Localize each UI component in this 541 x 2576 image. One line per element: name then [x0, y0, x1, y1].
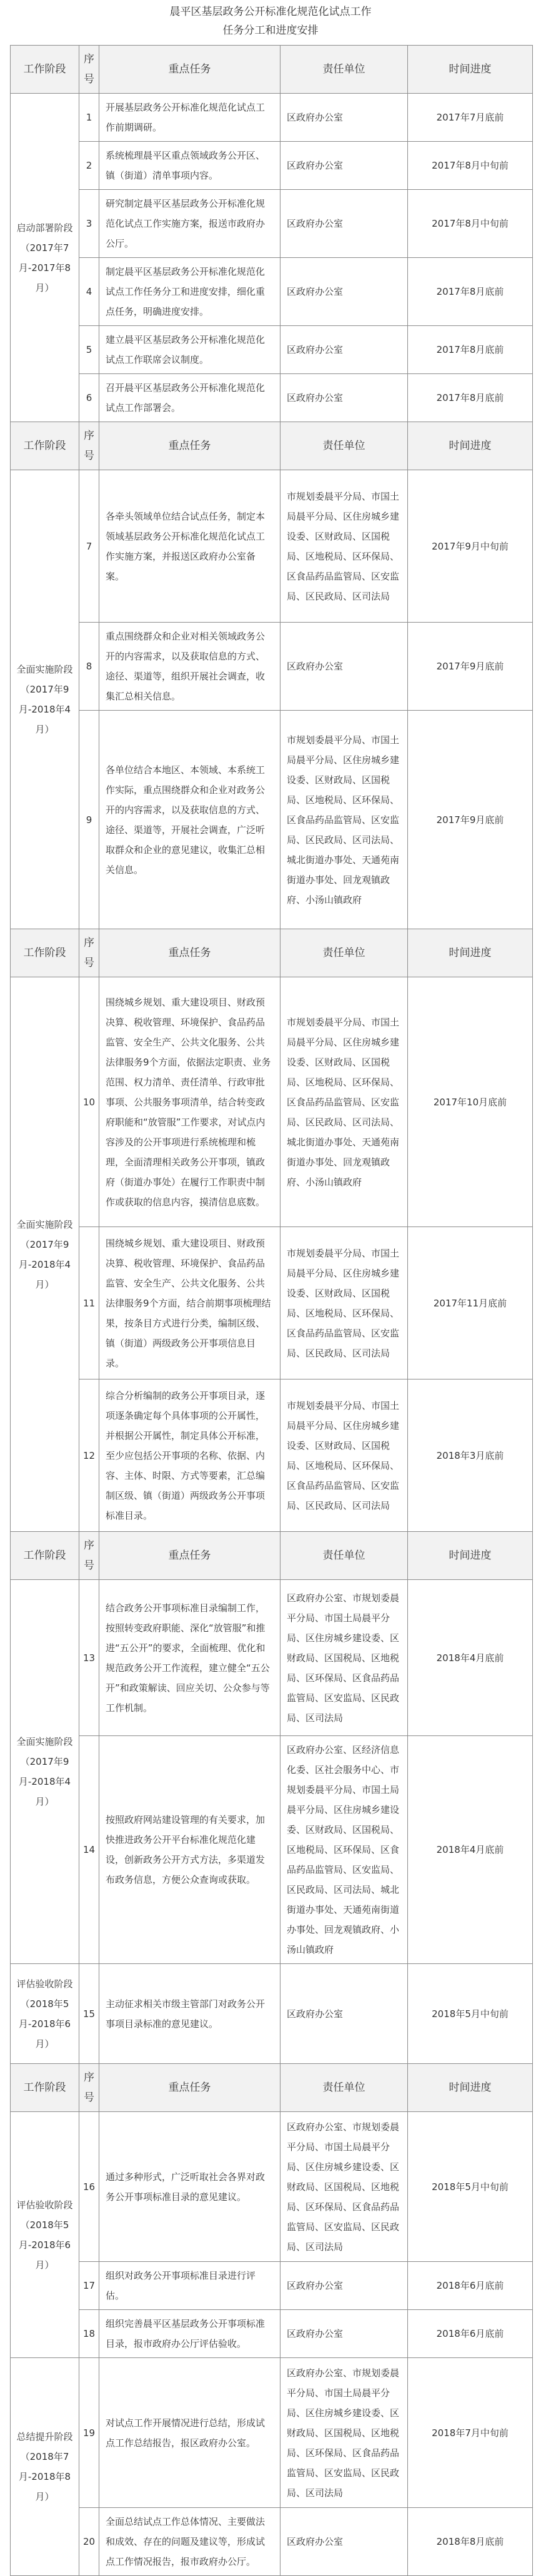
time-cell: 2017年8月底前	[408, 374, 533, 422]
unit-cell: 区政府办公室	[280, 326, 408, 374]
header-no: 序号	[79, 46, 99, 94]
task-cell: 按照政府网站建设管理的有关要求，加快推进政务公开平台标准化规范化建设，创新政务公开方式方法，多渠道发布政务信息，方便公众查询或获取。	[99, 1736, 280, 1964]
time-cell: 2018年4月底前	[408, 1736, 533, 1964]
time-cell: 2017年9月中旬前	[408, 470, 533, 623]
header-task: 重点任务	[99, 929, 280, 977]
task-cell: 组织对政务公开事项标准目录进行评估。	[99, 2262, 280, 2310]
header-task: 重点任务	[99, 1532, 280, 1580]
unit-cell: 区政府办公室、市规划委晨平分局、市国土局晨平分局、区住房城乡建设委、区财政局、区国税局、区地税局、区环保局、区食品药品监管局、区安监局、区民政局、区司法局	[280, 1580, 408, 1736]
unit-cell: 区政府办公室、市规划委晨平分局、市国土局晨平分局、区住房城乡建设委、区财政局、区国税局、区地税局、区环保局、区食品药品监管局、区安监局、区民政局、区司法局	[280, 2358, 408, 2508]
table-row	[11, 2310, 533, 2358]
unit-cell: 市规划委晨平分局、市国土局晨平分局、区住房城乡建设委、区财政局、区国税局、区地税局、区环保局、区食品药品监管局、区安监局、区民政局、区司法局	[280, 1379, 408, 1532]
row-number: 15	[79, 1964, 99, 2064]
header-no: 序号	[79, 929, 99, 977]
table-row	[11, 1964, 533, 2064]
table-row	[11, 258, 533, 326]
header-time: 时间进度	[408, 46, 533, 94]
header-time: 时间进度	[408, 422, 533, 470]
header-task: 重点任务	[99, 2064, 280, 2112]
row-number: 5	[79, 326, 99, 374]
table-row	[11, 470, 533, 623]
unit-cell: 市规划委晨平分局、市国土局晨平分局、区住房城乡建设委、区财政局、区国税局、区地税局、区环保局、区食品药品监管局、区安监局、区民政局、区司法局、城北街道办事处、天通苑南街道办事处、回龙观镇政府、小汤山镇政府	[280, 711, 408, 929]
table-row	[11, 1379, 533, 1532]
task-schedule-table	[10, 45, 533, 2576]
time-cell: 2017年9月底前	[408, 711, 533, 929]
row-number: 3	[79, 190, 99, 258]
unit-cell: 区政府办公室	[280, 1964, 408, 2064]
title-line-2: 任务分工和进度安排	[222, 24, 319, 37]
time-cell: 2018年8月底前	[408, 2508, 533, 2576]
time-cell: 2018年6月底前	[408, 2310, 533, 2358]
time-cell: 2017年8月底前	[408, 326, 533, 374]
task-cell: 各单位结合本地区、本领域、本系统工作实际，重点围绕群众和企业对政务公开的内容需求，以及获取信息的方式、途径、渠道等，开展社会调查，广泛听取群众和企业的意见建议，收集汇总相关信息。	[99, 711, 280, 929]
row-number: 9	[79, 711, 99, 929]
task-cell: 全面总结试点工作总体情况、主要做法和成效、存在的问题及建议等，形成试点工作情况报告，报市政府办公厅。	[99, 2508, 280, 2576]
stage-cell: 总结提升阶段（2018年7月-2018年8月）	[11, 2358, 79, 2576]
header-unit: 责任单位	[280, 422, 408, 470]
task-cell: 研究制定晨平区基层政务公开标准化规范化试点工作实施方案，报送市政府办公厅。	[99, 190, 280, 258]
unit-cell: 区政府办公室	[280, 258, 408, 326]
row-number: 4	[79, 258, 99, 326]
table-row	[11, 142, 533, 190]
stage-cell: 启动部署阶段（2017年7月-2017年8月）	[11, 94, 79, 422]
row-number: 17	[79, 2262, 99, 2310]
table-row	[11, 1227, 533, 1379]
unit-cell: 区政府办公室、市规划委晨平分局、市国土局晨平分局、区住房城乡建设委、区财政局、区国税局、区地税局、区环保局、区食品药品监管局、区安监局、区民政局、区司法局	[280, 2112, 408, 2262]
table-header-row	[11, 422, 533, 470]
unit-cell: 区政府办公室	[280, 142, 408, 190]
time-cell: 2017年8月中旬前	[408, 142, 533, 190]
unit-cell: 区政府办公室、区经济信息化委、区社会服务中心、市规划委晨平分局、市国土局晨平分局、区住房城乡建设委、区财政局、区国税局、区地税局、区环保局、区食品药品监管局、区安监局、区民政局、区司法局、城北街道办事处、天通苑南街道办事处、回龙观镇政府、小汤山镇政府	[280, 1736, 408, 1964]
row-number: 14	[79, 1736, 99, 1964]
row-number: 2	[79, 142, 99, 190]
task-cell: 系统梳理晨平区重点领域政务公开区、镇（街道）清单事项内容。	[99, 142, 280, 190]
time-cell: 2018年5月中旬前	[408, 2112, 533, 2262]
task-cell: 通过多种形式，广泛听取社会各界对政务公开事项标准目录的意见建议。	[99, 2112, 280, 2262]
table-row	[11, 977, 533, 1227]
header-no: 序号	[79, 1532, 99, 1580]
table-row	[11, 2112, 533, 2262]
stage-cell: 全面实施阶段（2017年9月-2018年4月）	[11, 977, 79, 1532]
header-time: 时间进度	[408, 1532, 533, 1580]
stage-cell: 全面实施阶段（2017年9月-2018年4月）	[11, 470, 79, 929]
table-header-row	[11, 46, 533, 94]
header-no: 序号	[79, 2064, 99, 2112]
task-cell: 各牵头领域单位结合试点任务，制定本领域基层政务公开标准化规范化试点工作实施方案，并报送区政府办公室备案。	[99, 470, 280, 623]
title-line-1: 晨平区基层政务公开标准化规范化试点工作	[169, 6, 372, 18]
header-task: 重点任务	[99, 422, 280, 470]
table-row	[11, 2508, 533, 2576]
unit-cell: 区政府办公室	[280, 623, 408, 711]
task-cell: 综合分析编制的政务公开事项目录，逐项逐条确定每个具体事项的公开属性，并根据公开属性，制定具体公开标准，至少应包括公开事项的名称、依据、内容、主体、时限、方式等要素，汇总编制区级、镇（街道）两级政务公开事项标准目录。	[99, 1379, 280, 1532]
unit-cell: 市规划委晨平分局、市国土局晨平分局、区住房城乡建设委、区财政局、区国税局、区地税局、区环保局、区食品药品监管局、区安监局、区民政局、区司法局	[280, 470, 408, 623]
unit-cell: 市规划委晨平分局、市国土局晨平分局、区住房城乡建设委、区财政局、区国税局、区地税局、区环保局、区食品药品监管局、区安监局、区民政局、区司法局、城北街道办事处、天通苑南街道办事处、回龙观镇政府、小汤山镇政府	[280, 977, 408, 1227]
table-row	[11, 2262, 533, 2310]
task-cell: 围绕城乡规划、重大建设项目、财政预决算、税收管理、环境保护、食品药品监管、安全生产、公共文化服务、公共法律服务9个方面，依据法定职责、业务范围、权力清单、责任清单、行政审批事项、公共服务事项清单，结合转变政府职能和“放管服”工作要求，对试点内容涉及的公开事项进行系统梳理和梳理，全面清理相关政务公开事项，镇政府（街道办事处）在履行工作职责中制作或获取的信息内容，摸清信息底数。	[99, 977, 280, 1227]
table-row	[11, 94, 533, 142]
header-unit: 责任单位	[280, 1532, 408, 1580]
stage-cell: 全面实施阶段（2017年9月-2018年4月）	[11, 1580, 79, 1964]
row-number: 16	[79, 2112, 99, 2262]
task-cell: 制定晨平区基层政务公开标准化规范化试点工作任务分工和进度安排，细化重点任务，明确进度安排。	[99, 258, 280, 326]
task-cell: 主动征求相关市级主管部门对政务公开事项目录标准的意见建议。	[99, 1964, 280, 2064]
task-cell: 组织完善晨平区基层政务公开事项标准目录，报市政府办公厅评估验收。	[99, 2310, 280, 2358]
time-cell: 2018年7月中旬前	[408, 2358, 533, 2508]
time-cell: 2017年10月底前	[408, 977, 533, 1227]
task-cell: 建立晨平区基层政务公开标准化规范化试点工作联席会议制度。	[99, 326, 280, 374]
header-stage: 工作阶段	[11, 1532, 79, 1580]
row-number: 6	[79, 374, 99, 422]
task-cell: 围绕城乡规划、重大建设项目、财政预决算、税收管理、环境保护、食品药品监管、安全生产、公共文化服务、公共法律服务9个方面，结合前期事项梳理结果，按条目方式进行分类，编制区级、镇（街道）两级政务公开事项信息目录。	[99, 1227, 280, 1379]
time-cell: 2017年8月底前	[408, 258, 533, 326]
table-row	[11, 623, 533, 711]
task-cell: 召开晨平区基层政务公开标准化规范化试点工作部署会。	[99, 374, 280, 422]
header-unit: 责任单位	[280, 46, 408, 94]
time-cell: 2017年9月底前	[408, 623, 533, 711]
table-header-row	[11, 2064, 533, 2112]
unit-cell: 区政府办公室	[280, 2310, 408, 2358]
time-cell: 2017年11月底前	[408, 1227, 533, 1379]
table-row	[11, 1580, 533, 1736]
header-time: 时间进度	[408, 929, 533, 977]
table-row	[11, 1736, 533, 1964]
row-number: 19	[79, 2358, 99, 2508]
table-header-row	[11, 1532, 533, 1580]
task-cell: 对试点工作开展情况进行总结，形成试点工作总结报告，报区政府办公室。	[99, 2358, 280, 2508]
table-row	[11, 190, 533, 258]
unit-cell: 区政府办公室	[280, 2262, 408, 2310]
stage-cell: 评估验收阶段（2018年5月-2018年6月）	[11, 1964, 79, 2064]
row-number: 18	[79, 2310, 99, 2358]
unit-cell: 区政府办公室	[280, 374, 408, 422]
header-stage: 工作阶段	[11, 2064, 79, 2112]
row-number: 10	[79, 977, 99, 1227]
time-cell: 2018年4月底前	[408, 1580, 533, 1736]
unit-cell: 区政府办公室	[280, 190, 408, 258]
table-row	[11, 2358, 533, 2508]
header-unit: 责任单位	[280, 929, 408, 977]
time-cell: 2018年6月底前	[408, 2262, 533, 2310]
header-no: 序号	[79, 422, 99, 470]
table-row	[11, 711, 533, 929]
time-cell: 2017年8月中旬前	[408, 190, 533, 258]
header-unit: 责任单位	[280, 2064, 408, 2112]
task-cell: 结合政务公开事项标准目录编制工作，按照转变政府职能、深化“放管服”和推进“五公开”的要求，全面梳理、优化和规范政务公开工作流程，建立健全“五公开”和政策解读、回应关切、公众参与等工作机制。	[99, 1580, 280, 1736]
row-number: 1	[79, 94, 99, 142]
unit-cell: 区政府办公室	[280, 2508, 408, 2576]
task-cell: 开展基层政务公开标准化规范化试点工作前期调研。	[99, 94, 280, 142]
table-row	[11, 326, 533, 374]
row-number: 11	[79, 1227, 99, 1379]
unit-cell: 市规划委晨平分局、市国土局晨平分局、区住房城乡建设委、区财政局、区国税局、区地税局、区环保局、区食品药品监管局、区安监局、区民政局、区司法局	[280, 1227, 408, 1379]
stage-cell: 评估验收阶段（2018年5月-2018年6月）	[11, 2112, 79, 2358]
row-number: 20	[79, 2508, 99, 2576]
unit-cell: 区政府办公室	[280, 94, 408, 142]
document-title	[0, 0, 541, 45]
table-header-row	[11, 929, 533, 977]
row-number: 13	[79, 1580, 99, 1736]
time-cell: 2018年3月底前	[408, 1379, 533, 1532]
header-stage: 工作阶段	[11, 46, 79, 94]
row-number: 12	[79, 1379, 99, 1532]
header-stage: 工作阶段	[11, 929, 79, 977]
header-stage: 工作阶段	[11, 422, 79, 470]
time-cell: 2017年7月底前	[408, 94, 533, 142]
task-cell: 重点围绕群众和企业对相关领域政务公开的内容需求，以及获取信息的方式、途径、渠道等，组织开展社会调查，收集汇总相关信息。	[99, 623, 280, 711]
row-number: 7	[79, 470, 99, 623]
header-task: 重点任务	[99, 46, 280, 94]
header-time: 时间进度	[408, 2064, 533, 2112]
time-cell: 2018年5月中旬前	[408, 1964, 533, 2064]
row-number: 8	[79, 623, 99, 711]
table-row	[11, 374, 533, 422]
